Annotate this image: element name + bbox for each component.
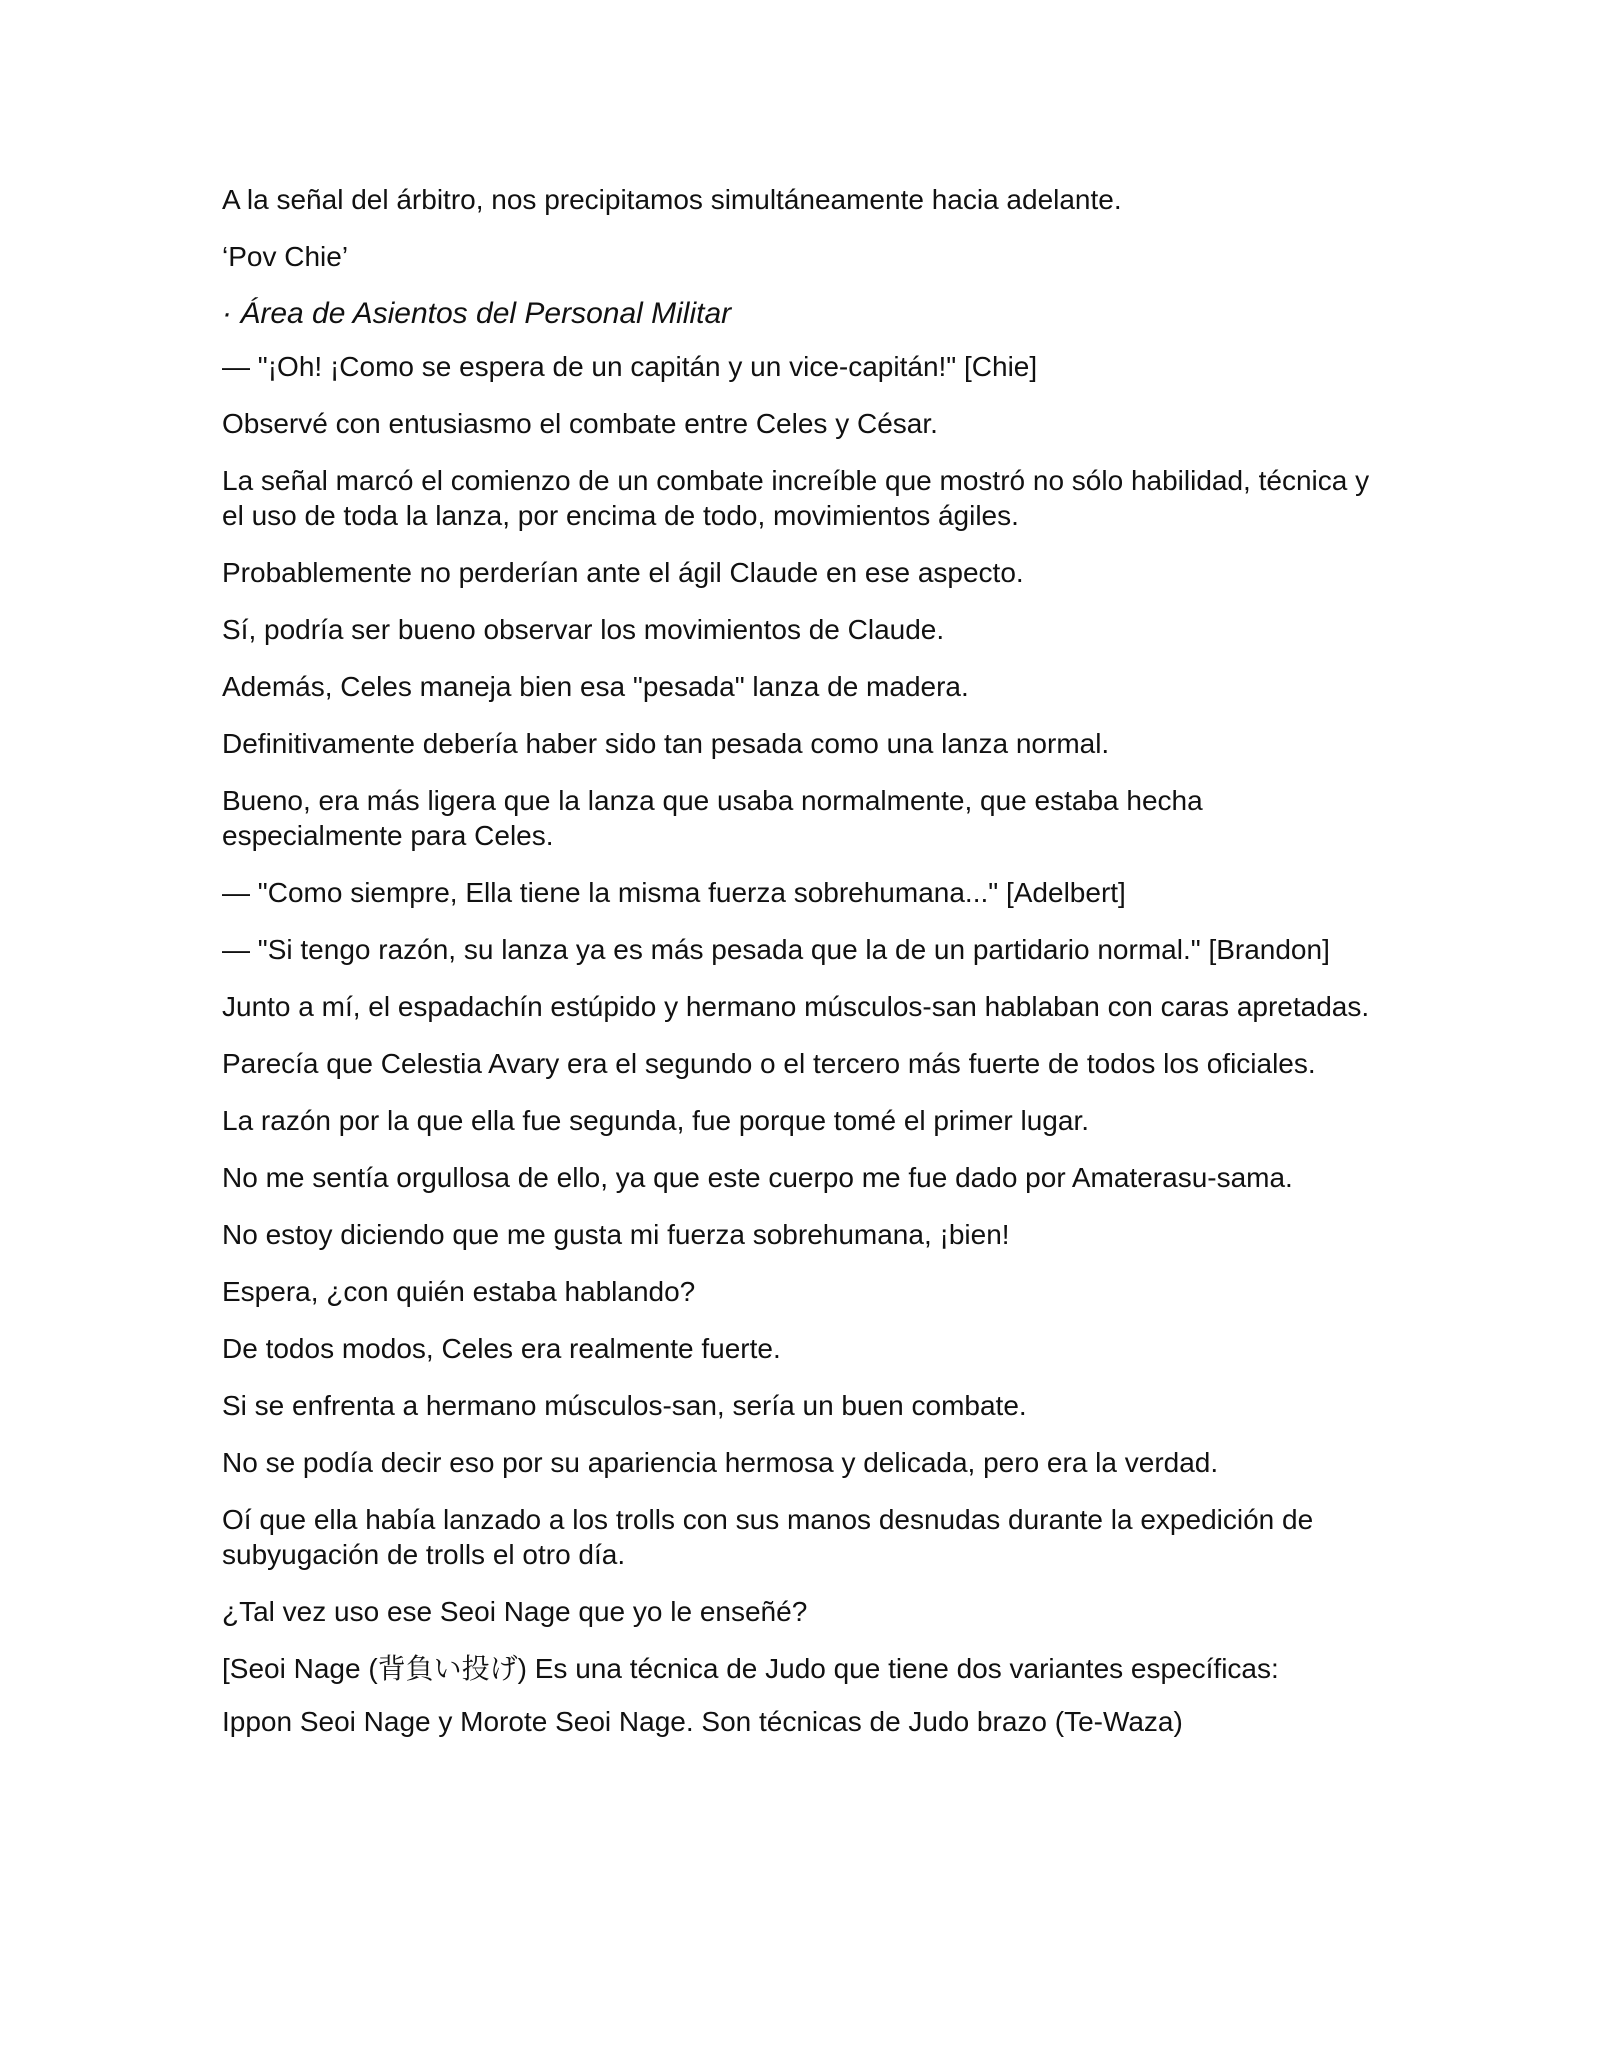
section-heading: · Área de Asientos del Personal Militar — [222, 297, 732, 330]
paragraph: Parecía que Celestia Avary era el segundo o el tercero más fuerte de todos los oficiales. — [222, 1048, 1316, 1079]
paragraph: De todos modos, Celes era realmente fuerte. — [222, 1333, 781, 1364]
paragraph: Además, Celes maneja bien esa "pesada" lanza de madera. — [222, 671, 969, 702]
paragraph: La razón por la que ella fue segunda, fue porque tomé el primer lugar. — [222, 1105, 1090, 1136]
dialogue-line: — "¡Oh! ¡Como se espera de un capitán y un vice-capitán!" [Chie] — [222, 351, 1038, 382]
paragraph: Espera, ¿con quién estaba hablando? — [222, 1276, 696, 1307]
note-line: [Seoi Nage (背負い投げ) Es una técnica de Judo que tiene dos variantes específicas: — [222, 1653, 1279, 1684]
paragraph: Sí, podría ser bueno observar los movimientos de Claude. — [222, 614, 945, 645]
dialogue-line: — "Como siempre, Ella tiene la misma fuerza sobrehumana..." [Adelbert] — [222, 877, 1126, 908]
paragraph: No me sentía orgullosa de ello, ya que este cuerpo me fue dado por Amaterasu-sama. — [222, 1162, 1293, 1193]
paragraph: ¿Tal vez uso ese Seoi Nage que yo le enseñé? — [222, 1596, 808, 1627]
pov-line: ‘Pov Chie’ — [222, 241, 349, 272]
paragraph: Si se enfrenta a hermano músculos-san, sería un buen combate. — [222, 1390, 1027, 1421]
paragraph: No estoy diciendo que me gusta mi fuerza sobrehumana, ¡bien! — [222, 1219, 1010, 1250]
paragraph: Definitivamente debería haber sido tan pesada como una lanza normal. — [222, 728, 1110, 759]
paragraph: Bueno, era más ligera que la lanza que usaba normalmente, que estaba hecha especialmente para Celes. — [222, 785, 1203, 851]
paragraph: Probablemente no perderían ante el ágil Claude en ese aspecto. — [222, 557, 1024, 588]
paragraph: Junto a mí, el espadachín estúpido y hermano músculos-san hablaban con caras apretadas. — [222, 991, 1370, 1022]
paragraph: La señal marcó el comienzo de un combate increíble que mostró no sólo habilidad, técnica y el uso de toda la lanza, por encima de todo, movimientos ágiles. — [222, 465, 1370, 531]
note-line: Ippon Seoi Nage y Morote Seoi Nage. Son técnicas de Judo brazo (Te-Waza) — [222, 1706, 1183, 1737]
paragraph: Observé con entusiasmo el combate entre Celes y César. — [222, 408, 938, 439]
paragraph: Oí que ella había lanzado a los trolls con sus manos desnudas durante la expedición de subyugación de trolls el otro día. — [222, 1504, 1314, 1570]
dialogue-line: — "Si tengo razón, su lanza ya es más pesada que la de un partidario normal." [Brandon] — [222, 934, 1330, 965]
paragraph: A la señal del árbitro, nos precipitamos simultáneamente hacia adelante. — [222, 184, 1122, 215]
paragraph: No se podía decir eso por su apariencia hermosa y delicada, pero era la verdad. — [222, 1447, 1219, 1478]
document-page — [222, 182, 1382, 1761]
